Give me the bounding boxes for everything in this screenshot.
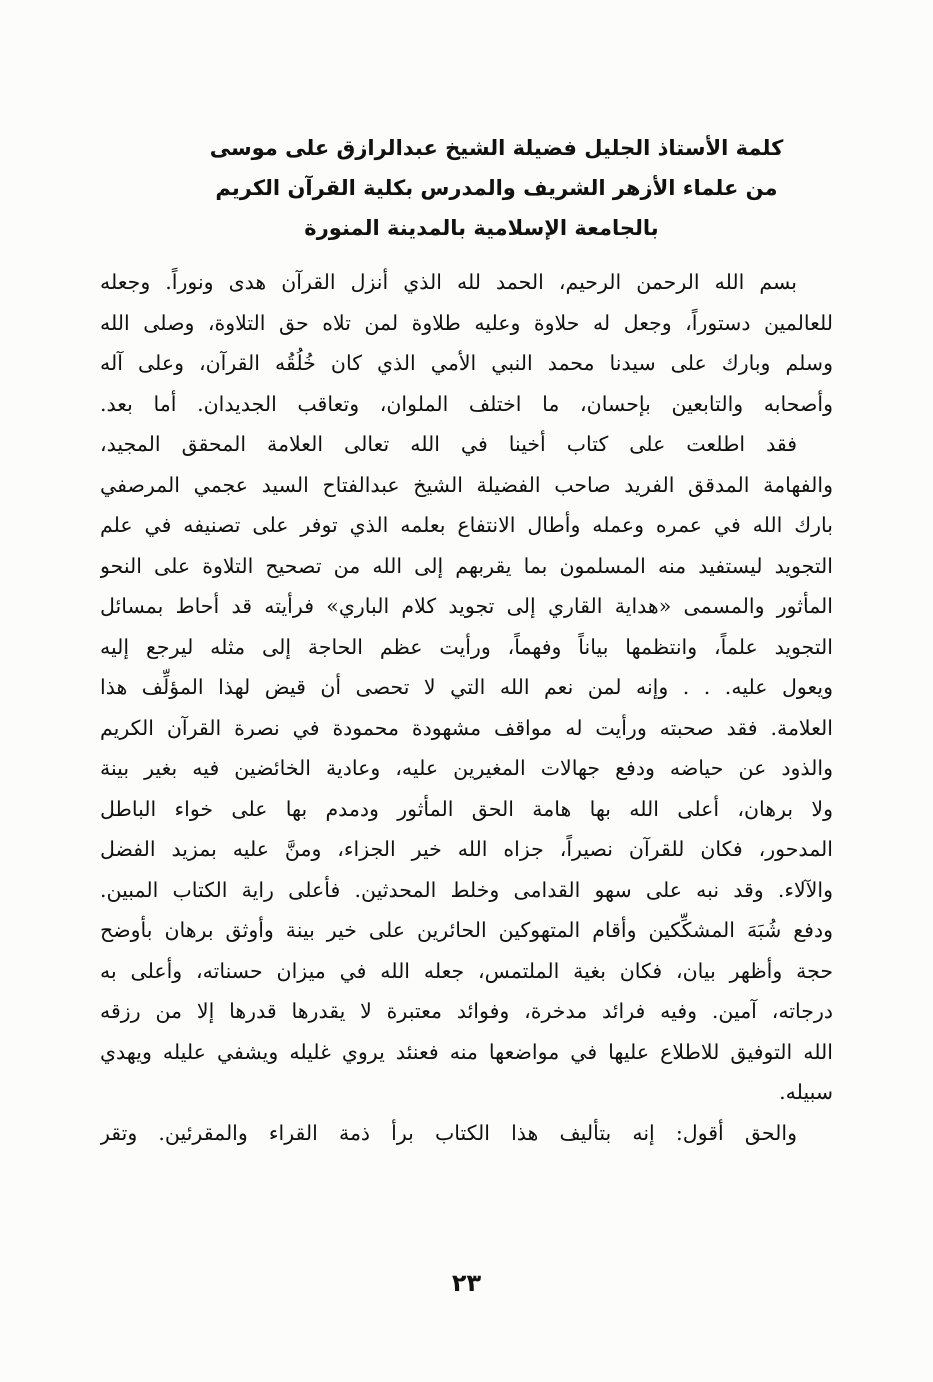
body-line: وسلم وبارك على سيدنا محمد النبي الأمي الذي كان خُلُقُه القرآن، وعلى آله xyxy=(100,351,833,375)
heading-line: من علماء الأزهر الشريف والمدرس بكلية القرآن الكريم xyxy=(215,176,778,200)
body-line: والذود عن حياضه ودفع جهالات المغيرين عليه، وعادية الخائضين فيه بغير بينة xyxy=(100,756,833,780)
body-text xyxy=(100,262,833,1153)
body-line: وأصحابه والتابعين بإحسان، ما اختلف الملوان، وتعاقب الجديدان. أما بعد. xyxy=(100,391,833,416)
body-line: المدحور، فكان للقرآن نصيراً، جزاه الله خير الجزاء، ومنَّ عليه بمزيد الفضل xyxy=(100,837,833,861)
body-line: والآلاء. وقد نبه على سهو القدامى وخلط المحدثين. فأعلى راية الكتاب المبين. xyxy=(100,877,833,902)
body-line: درجاته، آمين. وفيه فرائد مدخرة، وفوائد معتبرة لا يقدرها قدرها إلا من رزقه xyxy=(100,999,833,1023)
body-line: فقد اطلعت على كتاب أخينا في الله تعالى العلامة المحقق المجيد، xyxy=(100,432,797,456)
body-line: ويعول عليه. . . وإنه لمن نعم الله التي لا تحصى أن قيض لهذا المؤلِّف هذا xyxy=(100,675,833,699)
body-line: حجة وأظهر بيان، فكان بغية الملتمس، جعله الله في ميزان حسناته، وأعلى به xyxy=(100,958,833,983)
body-line: العلامة. فقد صحبته ورأيت له مواقف مشهودة محمودة في نصرة القرآن الكريم xyxy=(100,715,833,740)
page-number: ٢٣ xyxy=(451,1269,482,1297)
body-line: التجويد علماً، وانتظمها بياناً وفهماً، ورأيت عظم الحاجة إلى مثله ليرجع إليه xyxy=(100,634,833,659)
body-line: سبيله. xyxy=(779,1080,833,1104)
heading-line: بالجامعة الإسلامية بالمدينة المنورة xyxy=(304,216,659,240)
body-line: التجويد ليستفيد منه المسلمون بما يقربهم إلى الله من تصحيح التلاوة على النحو xyxy=(100,553,833,578)
heading-line: كلمة الأستاذ الجليل فضيلة الشيخ عبدالرازق على موسى xyxy=(209,136,784,160)
body-line: والحق أقول: إنه بتأليف هذا الكتاب برأ ذمة القراء والمقرئين. وتقر xyxy=(100,1120,797,1145)
body-line: بسم الله الرحمن الرحيم، الحمد لله الذي أنزل القرآن هدى ونوراً. وجعله xyxy=(100,270,797,294)
body-line: ولا برهان، أعلى الله بها هامة الحق المأثور ودمدم بها على خواء الباطل xyxy=(100,796,833,821)
body-line: بارك الله في عمره وعمله وأطال الانتفاع بعلمه الذي توفر على تصنيفه في علم xyxy=(100,513,833,537)
body-line: الله التوفيق للاطلاع عليها في مواضعها منه فعنئد يروي غليله ويشفي عليله ويهدي xyxy=(100,1039,833,1064)
body-line: للعالمين دستوراً، وجعل له حلاوة وعليه طلاوة لمن تلاه حق التلاوة، وصلى الله xyxy=(100,310,833,335)
body-line: المأثور والمسمى «هداية القاري إلى تجويد كلام الباري» فرأيته قد أحاط بمسائل xyxy=(100,594,833,618)
heading-block xyxy=(100,128,833,248)
body-line: ودفع شُبَهَ المشكِّكين وأقام المتهوكين الحائرين على خير بينة وأوثق برهان بأوضح xyxy=(100,918,833,942)
body-line: والفهامة المدقق الفريد صاحب الفضيلة الشيخ عبدالفتاح السيد عجمي المرصفي xyxy=(100,472,833,497)
